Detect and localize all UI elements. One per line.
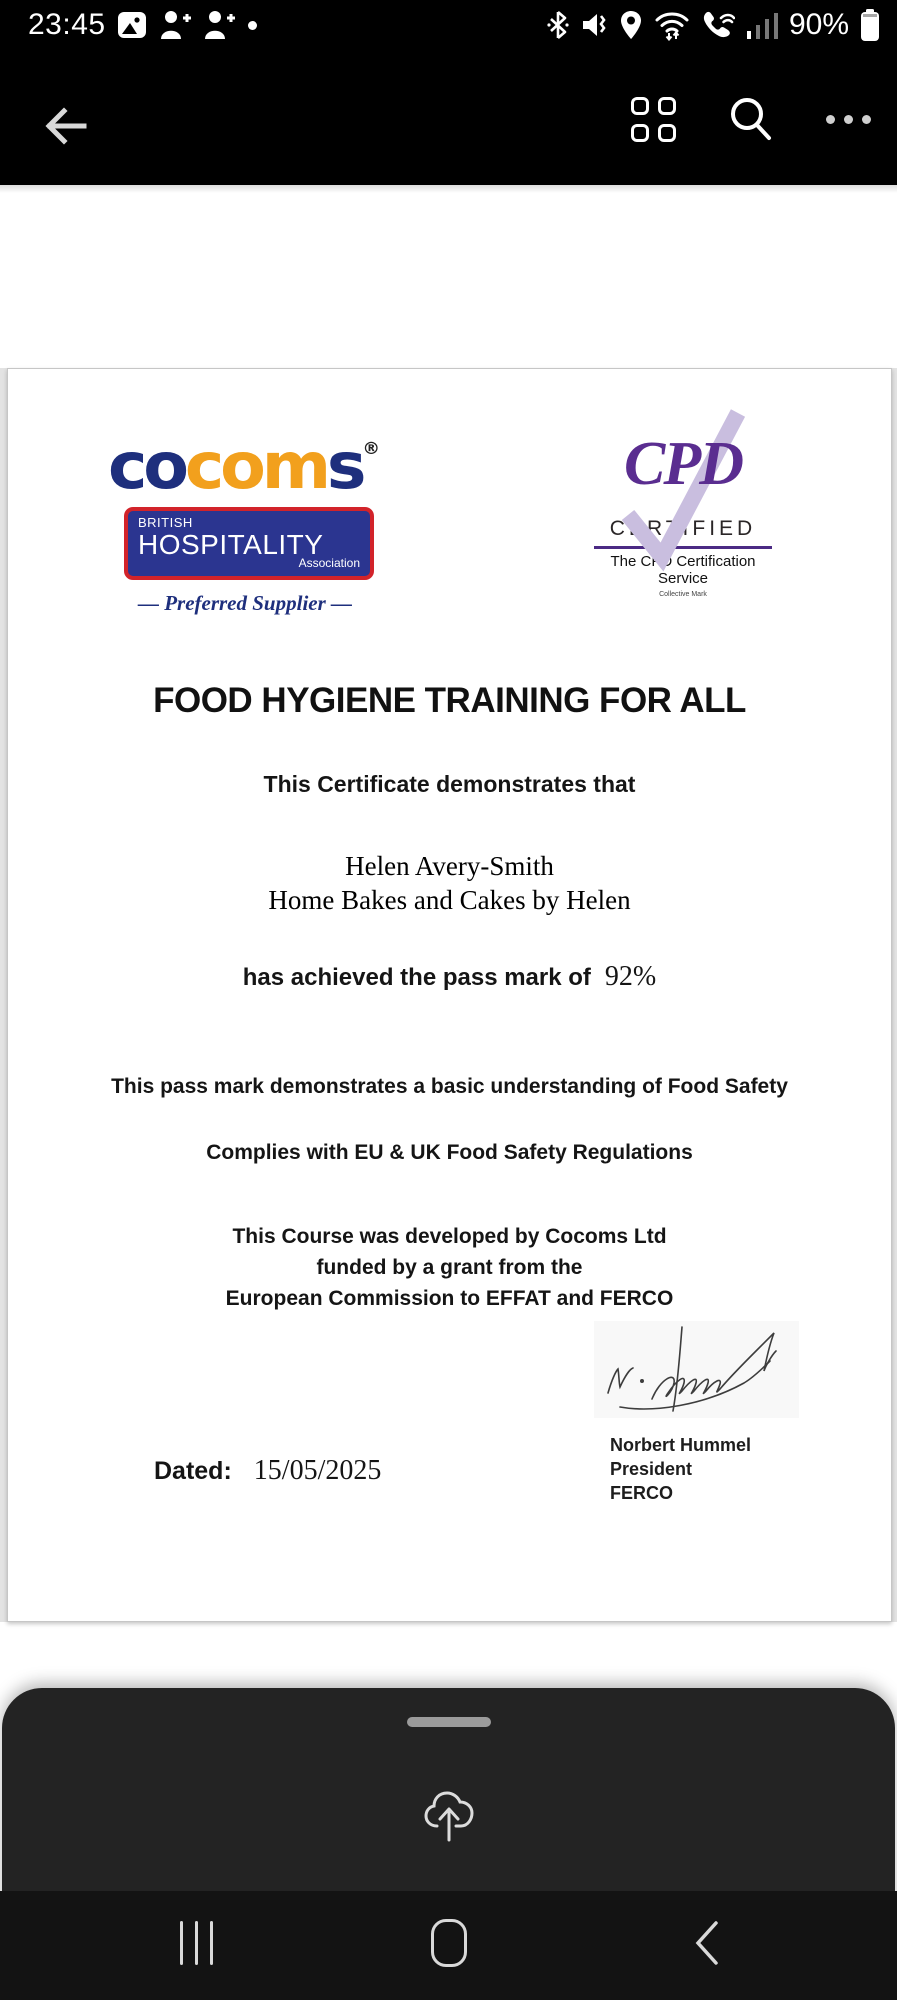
signatory-name: Norbert Hummel (610, 1435, 752, 1455)
statement-basic-understanding: This pass mark demonstrates a basic understanding of Food Safety (111, 1075, 788, 1098)
upload-button[interactable] (423, 1788, 475, 1844)
app-bar-shadow (0, 185, 897, 193)
signature-image (594, 1321, 799, 1418)
recents-icon (180, 1921, 183, 1965)
wordmark-part3: s (326, 430, 363, 504)
registered-mark: ® (362, 439, 381, 459)
back-chevron-icon (692, 1919, 722, 1967)
gallery-icon (116, 10, 148, 40)
cpd-service-line2: Service (657, 570, 709, 588)
recipient-block (8, 849, 891, 917)
dated-line (154, 1455, 381, 1487)
back-arrow-icon (40, 100, 92, 152)
dated-label: Dated: (154, 1457, 232, 1485)
statement-compliance: Complies with EU & UK Food Safety Regulations (206, 1141, 693, 1164)
app-bar-actions (631, 94, 871, 144)
british-hospitality-logo (124, 507, 374, 580)
course-origin-block (8, 1221, 891, 1314)
signal-bars-icon (745, 9, 779, 41)
recents-button[interactable] (180, 1921, 213, 1965)
cocoms-wordmark (108, 430, 472, 504)
more-dots-icon (826, 115, 835, 124)
wordmark-part2: com (184, 430, 327, 504)
cpd-collective-mark: Collective Mark (659, 590, 707, 598)
nav-back-button[interactable] (692, 1919, 722, 1967)
person-add-icon (158, 9, 192, 41)
course-line2: funded by a grant from the (316, 1256, 583, 1279)
cpd-acronym: CPD (624, 430, 742, 498)
cpd-certified-text: CERTIFIED (609, 517, 757, 540)
course-line3: European Commission to EFFAT and FERCO (225, 1287, 674, 1310)
signatory-details (610, 1433, 804, 1505)
navigation-bar (0, 1891, 897, 2000)
bha-hospitality: HOSPITALITY (138, 529, 324, 560)
pass-mark-line (8, 961, 891, 993)
certificate-title: FOOD HYGIENE TRAINING FOR ALL (153, 681, 746, 720)
pass-mark-value: 92% (604, 961, 657, 992)
person-add-icon (202, 9, 236, 41)
course-line1: This Course was developed by Cocoms Ltd (232, 1225, 667, 1248)
wordmark-part1: co (108, 430, 185, 504)
cpd-certified-logo (590, 419, 776, 598)
bluetooth-icon (547, 9, 569, 41)
more-options-button[interactable] (826, 115, 871, 124)
status-bar-left (28, 8, 257, 42)
preferred-supplier-tagline: — Preferred Supplier — (137, 591, 353, 615)
notification-dot (248, 21, 257, 30)
grid-view-button[interactable] (631, 97, 676, 142)
recipient-business: Home Bakes and Cakes by Helen (268, 885, 631, 915)
drag-handle[interactable] (407, 1717, 491, 1727)
vibrate-mute-icon (579, 10, 609, 40)
status-bar-right (547, 8, 881, 42)
back-button[interactable] (40, 100, 92, 152)
recipient-name: Helen Avery-Smith (345, 851, 554, 881)
wifi-updown-icon (653, 9, 691, 41)
status-bar (0, 0, 897, 50)
search-button[interactable] (726, 94, 776, 144)
bha-british: BRITISH (138, 515, 193, 530)
home-button[interactable] (431, 1919, 467, 1967)
cloud-upload-icon (423, 1788, 475, 1844)
pass-mark-label: has achieved the pass mark of (242, 964, 591, 991)
wifi-calling-icon (701, 9, 735, 41)
clock-text: 23:45 (28, 8, 106, 41)
cpd-service-line1: The CPD Certification (610, 553, 756, 570)
signatory-title: President (610, 1459, 693, 1479)
location-icon (619, 9, 643, 41)
cocoms-logo (108, 430, 458, 616)
certificate-page (7, 368, 892, 1622)
search-icon (726, 94, 776, 144)
dated-value: 15/05/2025 (253, 1455, 382, 1486)
signature-block (594, 1321, 804, 1505)
battery-percent-text: 90% (788, 8, 849, 41)
bha-association: Association (298, 556, 360, 570)
certificate-intro: This Certificate demonstrates that (263, 771, 636, 797)
signatory-org: FERCO (610, 1483, 673, 1503)
battery-icon (859, 8, 881, 42)
document-viewer-area[interactable] (0, 368, 897, 1622)
app-bar (0, 50, 897, 185)
grid-view-icon (631, 97, 649, 115)
